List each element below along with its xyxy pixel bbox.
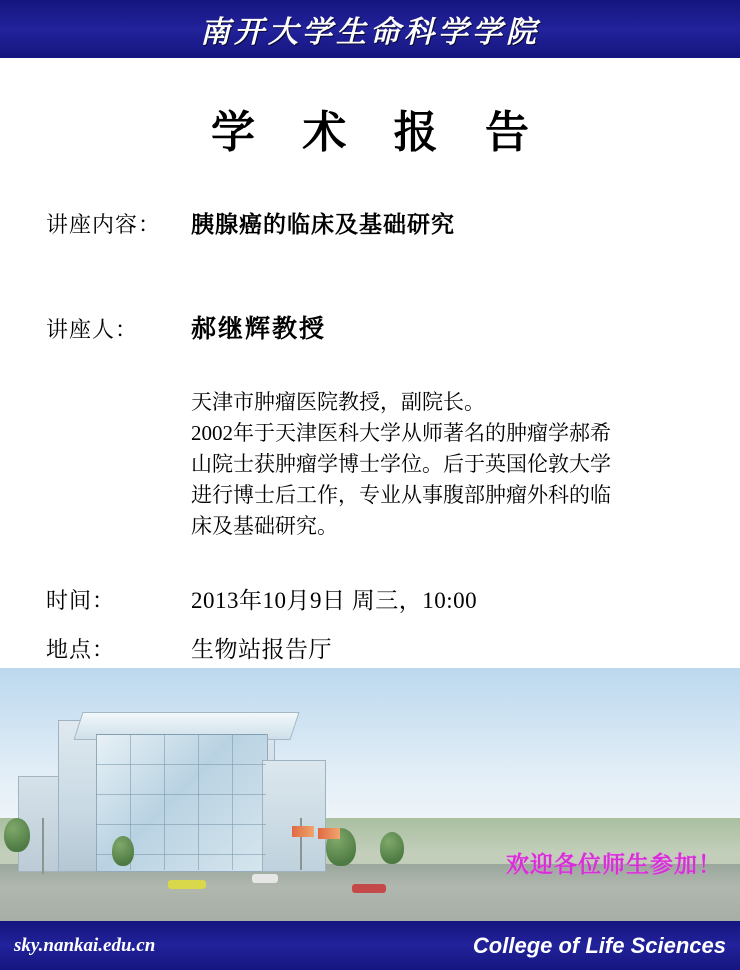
bio-line: 进行博士后工作，专业从事腹部肿瘤外科的临	[191, 483, 611, 508]
vehicle	[168, 880, 206, 889]
institution-title: 南开大学生命科学学院	[200, 15, 540, 50]
footer-website[interactable]: sky.nankai.edu.cn	[14, 934, 156, 956]
tree	[112, 836, 134, 866]
speaker-label: 讲座人：	[46, 317, 139, 342]
photo-building-right	[262, 760, 326, 872]
poster-content	[0, 206, 740, 664]
campus-building-photo	[0, 668, 740, 921]
time-value: 2013年10月9日 周三，10:00	[191, 588, 478, 614]
facade-mullion	[96, 734, 266, 735]
facade-mullion	[164, 734, 165, 870]
tree	[380, 832, 404, 864]
speaker-name: 郝继辉教授	[191, 316, 327, 343]
bio-line: 2002年于天津医科大学从师著名的肿瘤学郝希	[191, 421, 611, 446]
bio-line: 天津市肿瘤医院教授，副院长。	[191, 390, 485, 414]
facade-mullion	[96, 824, 266, 825]
banner-flag	[292, 826, 314, 837]
topic-label: 讲座内容：	[46, 212, 162, 237]
vehicle	[352, 884, 386, 893]
facade-mullion	[96, 794, 266, 795]
facade-mullion	[96, 764, 266, 765]
time-label: 时间：	[46, 588, 116, 614]
bio-line: 山院士获肿瘤学博士学位。后于英国伦敦大学	[191, 452, 611, 477]
facade-mullion	[232, 734, 233, 870]
topic-row	[46, 206, 700, 239]
facade-mullion	[198, 734, 199, 870]
place-value: 生物站报告厅	[191, 637, 332, 663]
speaker-bio	[191, 387, 700, 542]
time-row	[46, 582, 700, 615]
vehicle	[252, 874, 278, 883]
lamp-post	[42, 818, 44, 874]
page-title: 学 术 报 告	[211, 107, 545, 158]
banner-flag	[318, 828, 340, 839]
bio-line: 床及基础研究。	[191, 514, 338, 539]
place-label: 地点：	[46, 637, 116, 663]
tree	[4, 818, 30, 852]
welcome-note: 欢迎各位师生参加！	[506, 852, 722, 877]
topic-value: 胰腺癌的临床及基础研究	[191, 212, 455, 237]
speaker-row	[46, 309, 700, 345]
footer-college-name: College of Life Sciences	[472, 932, 726, 958]
place-row	[46, 631, 700, 664]
footer-bar	[0, 921, 740, 970]
header-bar	[0, 0, 740, 58]
